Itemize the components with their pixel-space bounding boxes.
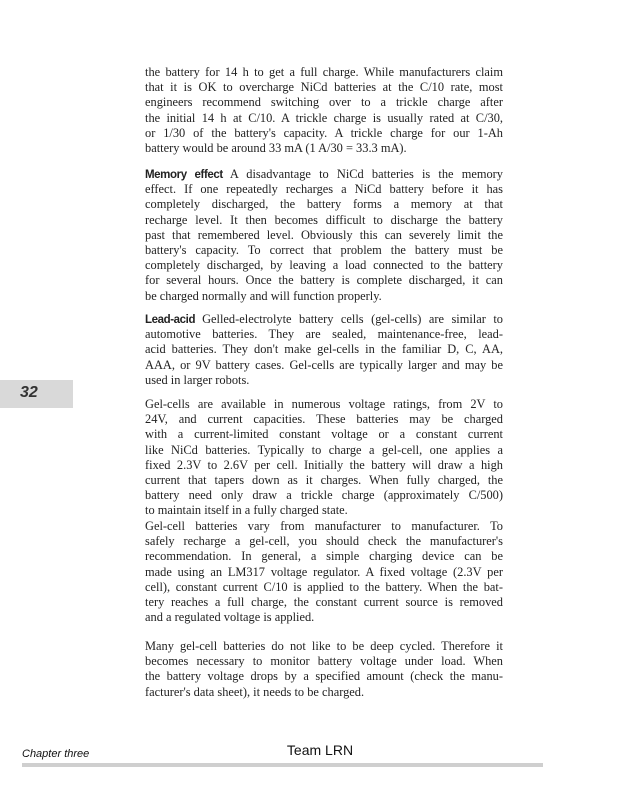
line-text: safely recharge a gel-cell, you should check the manufacturer's	[145, 534, 503, 549]
text-line	[145, 312, 503, 327]
line-text: or 1/30 of the battery's capacity. A trickle charge for our 1-Ah	[145, 125, 503, 140]
line-text: Gelled-electrolyte battery cells (gel-cells) are similar to	[202, 312, 503, 326]
text-line	[145, 273, 503, 288]
text-line	[145, 519, 503, 534]
text-line	[145, 167, 503, 182]
text-line	[145, 289, 503, 304]
line-text: effect. If one repeatedly recharges a NiCd battery before it has	[145, 182, 503, 197]
line-text: acid batteries. They don't make gel-cells in the familiar D, C, AA,	[145, 342, 503, 357]
text-line	[145, 443, 503, 458]
line-text: current that tapers down as it charges. When fully charged, the	[145, 472, 503, 487]
line-text: becomes necessary to monitor battery voltage under load. When	[145, 654, 503, 669]
text-line	[145, 373, 503, 388]
line-text: A disadvantage to NiCd batteries is the memory	[229, 167, 503, 181]
line-text: automotive batteries. They are sealed, maintenance-free, lead-	[145, 327, 503, 342]
line-text: 24V, and current capacities. These batteries may be charged	[145, 412, 503, 427]
line-text: to maintain itself in a fully charged state.	[145, 503, 348, 518]
line-text: tery reaches a full charge, the constant current source is removed	[145, 594, 503, 609]
footer-rule	[22, 763, 543, 767]
text-line	[145, 639, 503, 654]
text-line	[145, 197, 503, 212]
line-text: and a regulated voltage is applied.	[145, 610, 315, 625]
line-text: battery's capacity. To correct that problem the battery must be	[145, 242, 503, 257]
text-line	[145, 565, 503, 580]
text-line	[145, 534, 503, 549]
text-line	[145, 397, 503, 412]
run-in-heading: Memory effect	[145, 169, 223, 181]
text-line	[145, 243, 503, 258]
paragraph	[145, 639, 503, 700]
paragraph	[145, 397, 503, 519]
text-line	[145, 141, 503, 156]
text-line	[145, 182, 503, 197]
line-text: battery need only draw a trickle charge (approximately C/500)	[145, 488, 503, 503]
line-text: that it is OK to overcharge NiCd batteries at the C/10 rate, most	[145, 80, 503, 95]
line-text: battery would be around 33 mA (1 A/30 = 33.3 mA).	[145, 140, 407, 155]
line-text: be charged normally and will function properly.	[145, 288, 382, 303]
footer-center-text: Team LRN	[286, 742, 354, 758]
line-text: used in larger robots.	[145, 372, 250, 387]
paragraph	[145, 519, 503, 625]
footer-chapter: Chapter three	[22, 748, 90, 760]
text-line	[145, 327, 503, 342]
text-line	[145, 427, 503, 442]
text-line	[145, 80, 503, 95]
line-text: the battery for 14 h to get a full charge. While manufacturers claim	[145, 65, 503, 79]
paragraph-memory-effect	[145, 167, 503, 304]
text-line	[145, 610, 503, 625]
text-line	[145, 342, 503, 357]
page-number-tab	[0, 380, 73, 408]
text-line	[145, 258, 503, 273]
line-text: Gel-cells are available in numerous voltage ratings, from 2V to	[145, 397, 503, 411]
line-text: recharge level. It then becomes difficult to discharge the battery	[145, 212, 503, 227]
line-text: cell), constant current C/10 is applied to the battery. When the bat-	[145, 579, 503, 594]
paragraph	[145, 65, 503, 156]
text-line	[145, 669, 503, 684]
text-line	[145, 503, 503, 518]
run-in-heading: Lead-acid	[145, 314, 196, 326]
text-line	[145, 685, 503, 700]
line-text: past that remembered level. Obviously this can severely limit the	[145, 227, 503, 242]
line-text: AAA, or 9V battery cases. Gel-cells are typically larger and may be	[145, 357, 503, 372]
line-text: completely discharged, the battery forms a memory at that	[145, 197, 503, 212]
line-text: for several hours. Once the battery is complete discharged, it can	[145, 273, 503, 288]
text-line	[145, 65, 503, 80]
text-line	[145, 654, 503, 669]
text-line	[145, 595, 503, 610]
text-line	[145, 412, 503, 427]
text-line	[145, 549, 503, 564]
line-text: Many gel-cell batteries do not like to be deep cycled. Therefore it	[145, 639, 503, 653]
text-line	[145, 213, 503, 228]
page-number: 32	[20, 384, 38, 401]
line-text: with a current-limited constant voltage or a constant current	[145, 427, 503, 442]
paragraph-lead-acid	[145, 312, 503, 388]
line-text: Gel-cell batteries vary from manufacturer to manufacturer. To	[145, 519, 503, 533]
text-line	[145, 111, 503, 126]
line-text: engineers recommend switching over to a trickle charge after	[145, 95, 503, 110]
text-line	[145, 358, 503, 373]
line-text: the initial 14 h at C/10. A trickle charge is usually rated at C/30,	[145, 110, 503, 125]
text-line	[145, 95, 503, 110]
line-text: like NiCd batteries. Typically to charge a gel-cell, one applies a	[145, 442, 503, 457]
line-text: recommendation. In general, a simple charging device can be	[145, 549, 503, 564]
text-line	[145, 473, 503, 488]
line-text: facturer's data sheet), it needs to be charged.	[145, 684, 365, 699]
line-text: completely discharged, by leaving a load connected to the battery	[145, 258, 503, 273]
line-text: fixed 2.3V to 2.6V per cell. Initially the battery will draw a high	[145, 457, 503, 472]
line-text: the battery voltage drops by a specified amount (check the manu-	[145, 669, 503, 684]
text-line	[145, 458, 503, 473]
text-line	[145, 580, 503, 595]
text-line	[145, 126, 503, 141]
text-line	[145, 488, 503, 503]
text-line	[145, 228, 503, 243]
line-text: made using an LM317 voltage regulator. A fixed voltage (2.3V per	[145, 564, 503, 579]
